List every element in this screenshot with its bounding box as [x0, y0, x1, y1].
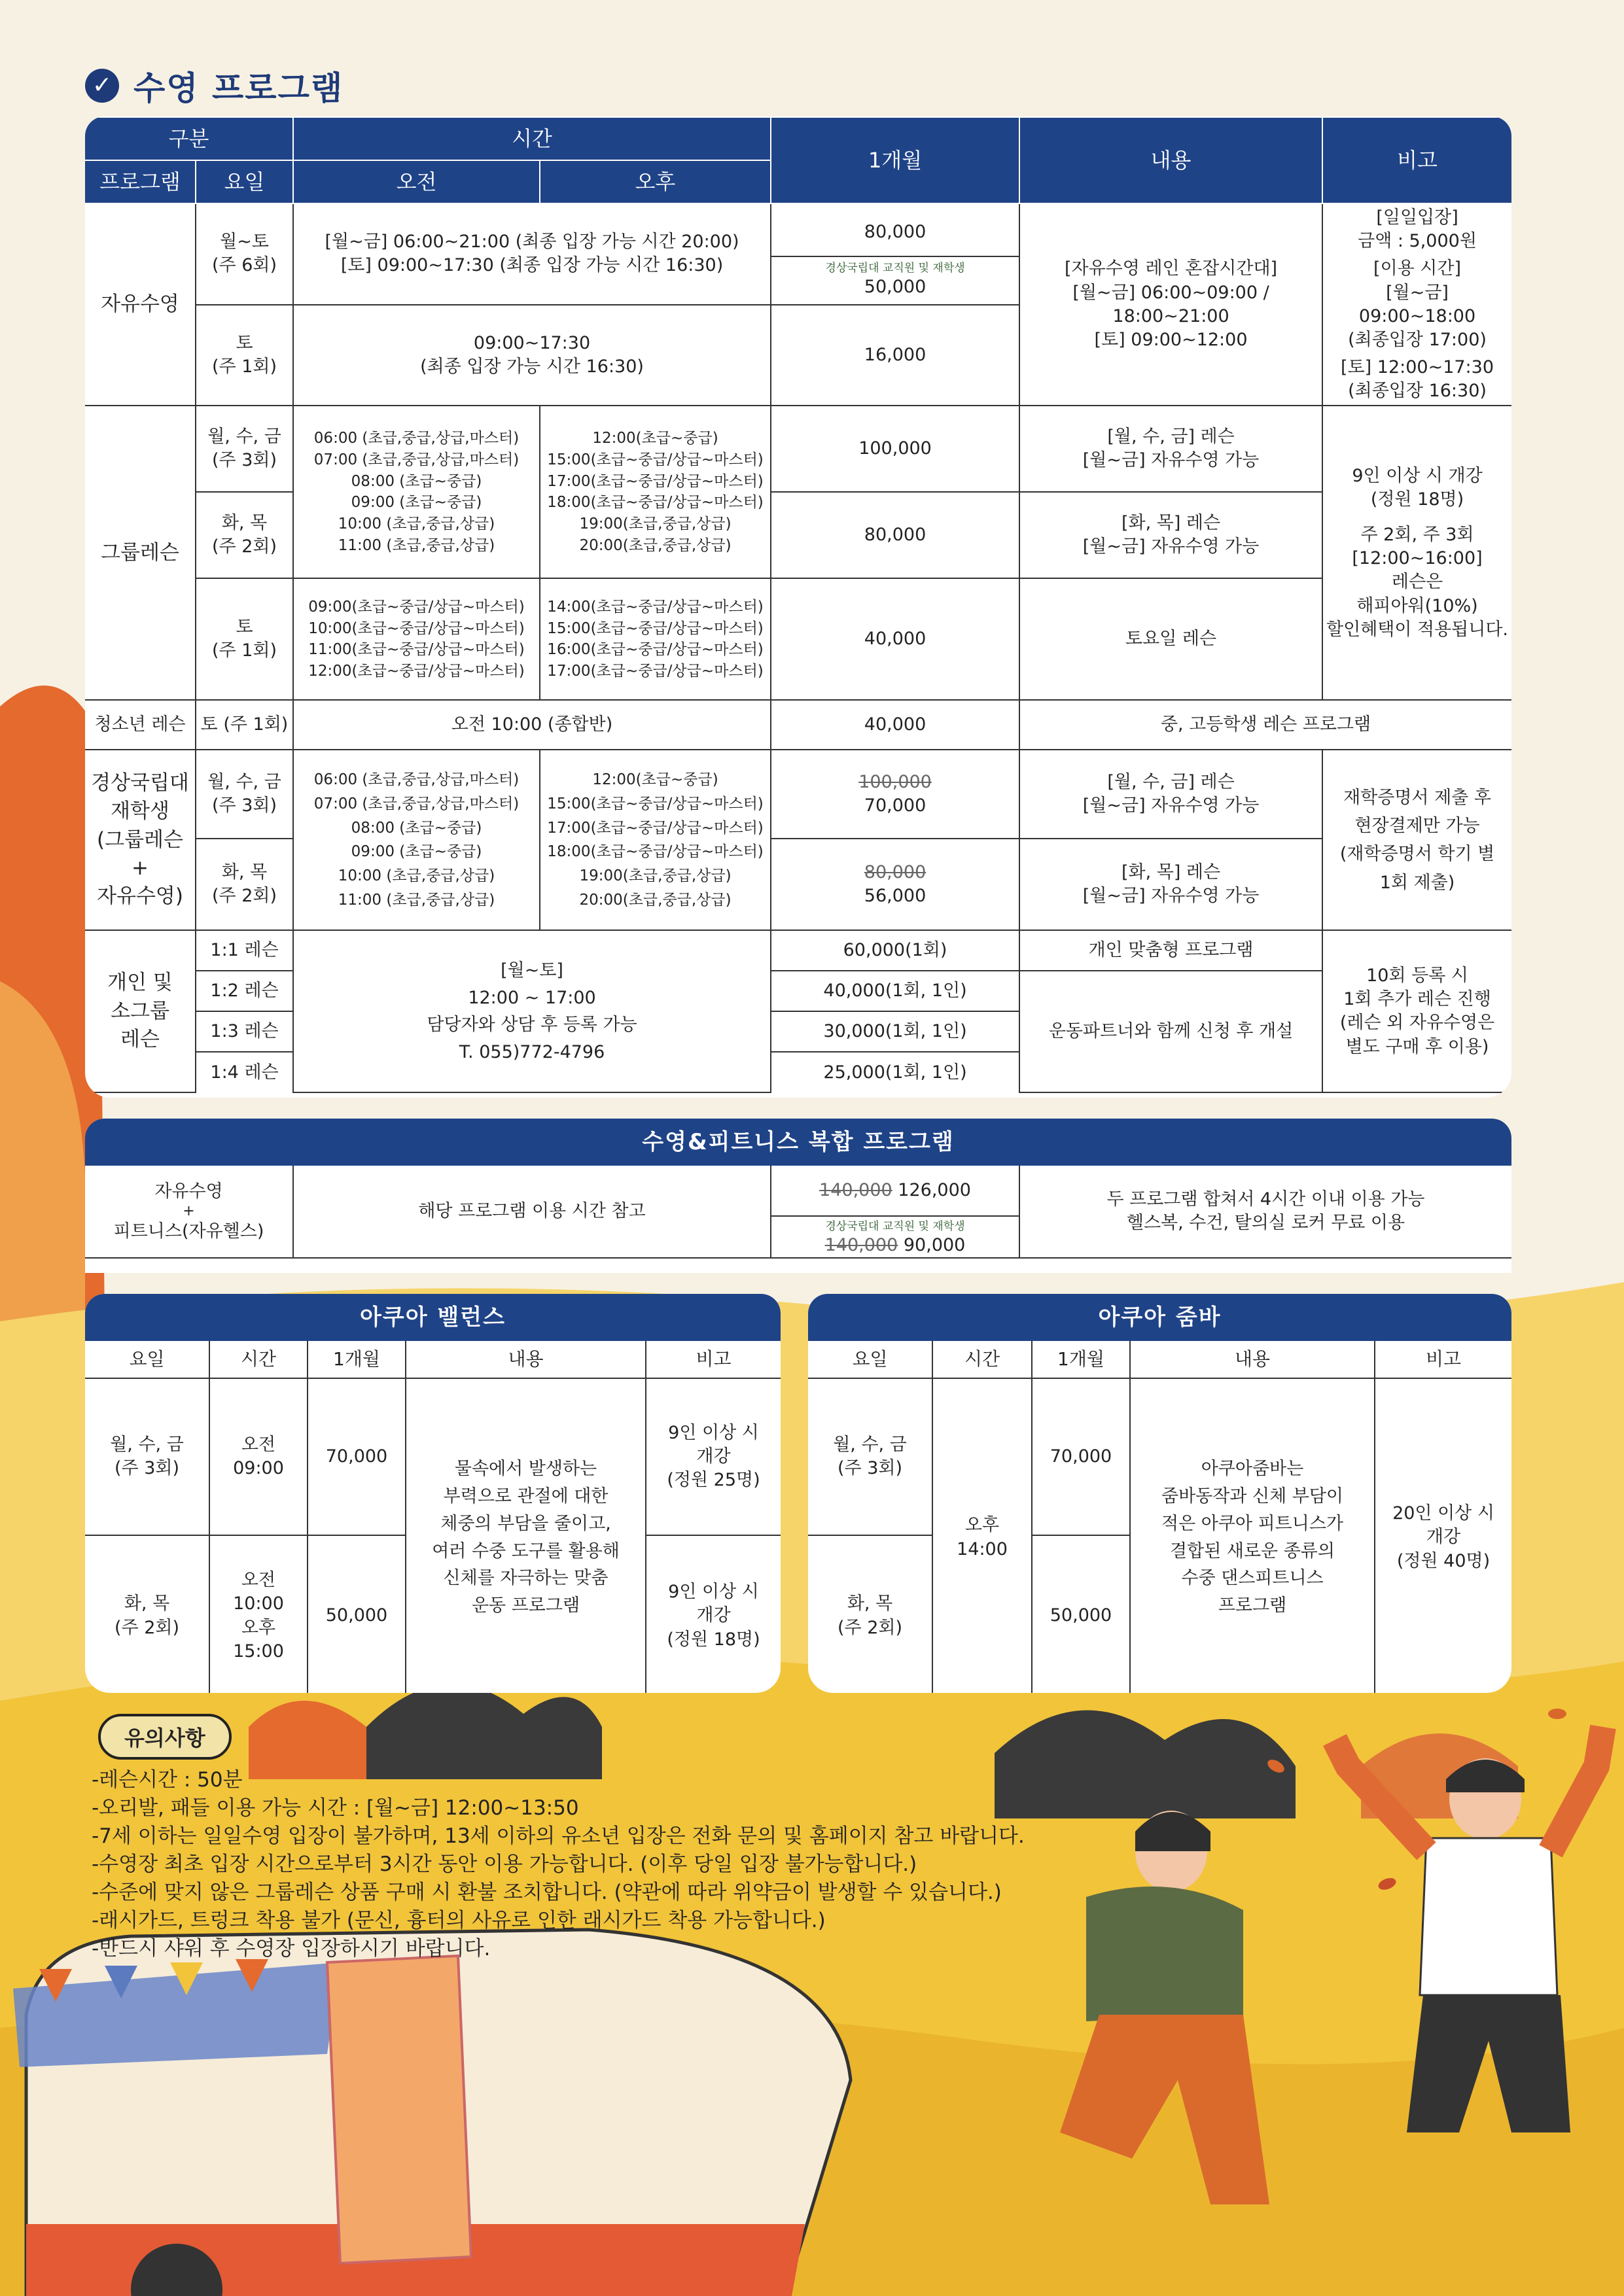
aqua-zumba-time-period: 오후	[964, 1515, 1000, 1536]
combo-price-line	[771, 1166, 1019, 1217]
free-swim-time-weekday: [월~금] 06:00~21:00 (최종 입장 가능 시간 20:00)	[325, 232, 739, 252]
combo-name-cell	[85, 1166, 293, 1258]
group-sat-pm-slot: 15:00(초급~중급/상급~마스터)	[547, 619, 764, 637]
student-mwf-count: (주 3회)	[212, 795, 277, 816]
group-tt-day-cell	[196, 492, 293, 578]
group-tt-price: 80,000	[771, 492, 1019, 578]
aqua-zumba-tt-price: 50,000	[1032, 1535, 1130, 1693]
aqua-balance-mwf-time: 09:00	[233, 1458, 284, 1478]
private-note-line: 10회 등록 시	[1366, 965, 1468, 986]
table-row	[85, 203, 1511, 305]
student-pm-slot: 20:00(초급,중급,상급)	[579, 891, 732, 909]
group-pm-slot: 18:00(초급~중급/상급~마스터)	[547, 494, 764, 512]
notes-list	[92, 1766, 1025, 1963]
aqua-balance-mwf-note-line: 9인 이상 시	[668, 1422, 759, 1443]
group-am-slot: 11:00 (초급,중급,상급)	[338, 536, 495, 554]
combo-discount-line	[771, 1217, 1019, 1257]
aqua-zumba-tt-day-cell	[808, 1535, 932, 1693]
student-note-cell	[1322, 750, 1511, 930]
aqua-zumba-content-line: 아쿠아줌바는	[1201, 1458, 1304, 1479]
group-note-line: 해피아워(10%)	[1356, 595, 1478, 616]
group-note-line: 주 2회, 주 3회	[1360, 525, 1474, 546]
private-note-line: 별도 구매 후 이용)	[1345, 1036, 1489, 1057]
student-tt-price-cell	[771, 839, 1019, 930]
student-mwf-day: 월, 수, 금	[207, 772, 281, 793]
aqua-balance-header-content: 내용	[406, 1341, 646, 1378]
aqua-balance-tt-count: (주 2회)	[115, 1617, 179, 1638]
aqua-balance-header-monthly: 1개월	[308, 1341, 406, 1378]
youth-lesson-name: 청소년 레슨	[85, 700, 196, 750]
free-swim-count: (주 6회)	[212, 255, 277, 276]
aqua-balance-mwf-day-cell	[85, 1378, 209, 1535]
aqua-balance-tt-time-am-value: 10:00	[233, 1593, 284, 1614]
student-tt-content-cell	[1019, 839, 1322, 930]
aqua-balance-tt-note-cell	[646, 1535, 781, 1693]
student-mwf-old-price: 100,000	[858, 772, 932, 793]
aqua-balance-mwf-note-line: 개강	[696, 1446, 731, 1467]
table-row	[85, 1166, 1511, 1258]
combo-discount-label: 경상국립대 교직원 및 재학생	[825, 1220, 965, 1233]
aqua-zumba-mwf-count: (주 3회)	[838, 1458, 902, 1478]
notes-item: -수영장 최초 입장 시간으로부터 3시간 동안 이용 가능합니다. (이후 당일 입장 불가능합니다.)	[92, 1852, 917, 1876]
private-time-hours: 12:00 ~ 17:00	[468, 987, 596, 1008]
group-mwf-content-lesson: [월, 수, 금] 레슨	[1107, 426, 1235, 447]
aqua-zumba-content-line: 적은 아쿠아 피트니스가	[1161, 1513, 1343, 1534]
aqua-balance-mwf-note-cell	[646, 1378, 781, 1535]
aqua-zumba-header-day: 요일	[808, 1341, 932, 1378]
group-note-line: 레슨은	[1391, 572, 1443, 593]
student-pm-slot: 12:00(초급~중급)	[592, 771, 718, 788]
header-day: 요일	[196, 160, 293, 203]
free-swim-time-saturday: [토] 09:00~17:30 (최종 입장 가능 시간 16:30)	[340, 255, 724, 276]
private-content-partner: 운동파트너와 함께 신청 후 개설	[1019, 971, 1322, 1092]
student-tt-day: 화, 목	[221, 862, 268, 883]
table-row	[85, 1378, 781, 1535]
student-am-cell	[293, 750, 540, 930]
group-mwf-price: 100,000	[771, 406, 1019, 492]
header-category: 구분	[85, 117, 293, 160]
aqua-zumba-header-content: 내용	[1130, 1341, 1375, 1378]
combo-program-title: 수영&피트니스 복합 프로그램	[85, 1119, 1511, 1166]
student-am-slot: 06:00 (초급,중급,상급,마스터)	[313, 771, 520, 788]
group-am-slot: 06:00 (초급,중급,상급,마스터)	[313, 430, 520, 447]
group-mwf-content-cell	[1019, 406, 1322, 492]
free-swim-day: 월~토	[220, 232, 269, 252]
notes-item: -반드시 샤워 후 수영장 입장하시기 바랍니다.	[92, 1937, 491, 1960]
aqua-balance-content-line: 여러 수중 도구를 활용해	[432, 1540, 620, 1561]
student-mwf-day-cell	[196, 750, 293, 839]
aqua-balance-mwf-price: 70,000	[308, 1378, 406, 1535]
aqua-zumba-note-line: 20인 이상 시	[1392, 1503, 1494, 1524]
student-program-name-cell	[85, 750, 196, 930]
group-pm-slot: 20:00(초급,중급,상급)	[579, 536, 732, 554]
group-sat-count: (주 1회)	[212, 640, 277, 661]
student-am-slot: 07:00 (초급,중급,상급,마스터)	[313, 795, 520, 812]
group-sat-day: 토	[236, 617, 253, 638]
group-sat-am-slot: 12:00(초급~중급/상급~마스터)	[308, 663, 525, 680]
student-am-slot: 10:00 (초급,중급,상급)	[338, 867, 495, 885]
combo-time: 해당 프로그램 이용 시간 참고	[293, 1166, 771, 1258]
combo-price-cell	[771, 1166, 1019, 1258]
aqua-balance-tt-note-line: 개강	[696, 1605, 731, 1626]
aqua-balance-content-line: 물속에서 발생하는	[454, 1458, 597, 1479]
student-am-slot: 09:00 (초급~중급)	[351, 843, 482, 861]
group-tt-content-free: [월~금] 자유수영 가능	[1082, 536, 1260, 557]
group-sat-am-slot: 09:00(초급~중급/상급~마스터)	[308, 599, 525, 616]
aqua-balance-tt-time-am: 오전	[241, 1570, 276, 1591]
group-weekday-pm-cell	[540, 406, 771, 578]
table-row	[85, 406, 1511, 492]
free-swim-time-cell	[293, 203, 771, 305]
free-swim-sat-time: 09:00~17:30	[473, 332, 591, 353]
aqua-zumba-time: 14:00	[957, 1539, 1008, 1559]
header-pm: 오후	[540, 160, 771, 203]
group-mwf-day-cell	[196, 406, 293, 492]
student-tt-day-cell	[196, 839, 293, 930]
check-circle-icon: ✓	[85, 69, 119, 103]
group-am-slot: 09:00 (초급~중급)	[351, 494, 482, 512]
group-tt-content-cell	[1019, 492, 1322, 578]
aqua-zumba-note-line: 개강	[1426, 1527, 1461, 1548]
group-pm-slot: 12:00(초급~중급)	[592, 430, 718, 447]
group-sat-content: 토요일 레슨	[1019, 578, 1322, 700]
student-pm-slot: 18:00(초급~중급/상급~마스터)	[547, 843, 764, 861]
student-name-line: +	[132, 856, 149, 880]
aqua-balance-mwf-time-period: 오전	[241, 1434, 276, 1455]
free-swim-note-line: (최종입장 16:30)	[1348, 381, 1487, 402]
table-row	[808, 1378, 1511, 1535]
group-mwf-count: (주 3회)	[212, 450, 277, 471]
group-sat-am-cell	[293, 578, 540, 700]
header-content: 내용	[1019, 117, 1322, 203]
combo-discount-old-price: 140,000	[824, 1235, 898, 1256]
table-row	[85, 750, 1511, 839]
student-pm-slot: 17:00(초급~중급/상급~마스터)	[547, 819, 764, 837]
free-swim-discount-label: 경상국립대 교직원 및 재학생	[825, 262, 965, 275]
section-title: 수영 프로그램	[133, 69, 344, 107]
notes-item: -7세 이하는 일일수영 입장이 불가하며, 13세 이하의 유소년 입장은 전화 문의 및 홈페이지 참고 바랍니다.	[92, 1824, 1025, 1848]
table-row	[85, 700, 1511, 750]
group-note-line: 9인 이상 시 개강	[1352, 465, 1483, 486]
free-swim-sat-last-entry: (최종 입장 가능 시간 16:30)	[420, 357, 644, 377]
student-mwf-content-free: [월~금] 자유수영 가능	[1082, 795, 1260, 816]
aqua-balance-mwf-day: 월, 수, 금	[110, 1434, 184, 1455]
free-swim-note-cell	[1322, 203, 1511, 406]
aqua-zumba-mwf-day: 월, 수, 금	[833, 1434, 907, 1455]
free-swim-price-cell	[771, 203, 1019, 305]
aqua-zumba-time-cell	[932, 1378, 1032, 1693]
student-mwf-price-cell	[771, 750, 1019, 839]
swim-program-table-card	[85, 116, 1511, 1098]
free-swim-note-line: (최종입장 17:00)	[1348, 329, 1487, 350]
group-note-line: 할인혜택이 적용됩니다.	[1326, 619, 1509, 640]
private-name-line: 소그룹	[111, 999, 169, 1023]
free-swim-sat-time-cell	[293, 305, 771, 406]
student-note-line: 재학증명서 제출 후	[1343, 788, 1491, 808]
youth-lesson-day: 토 (주 1회)	[196, 700, 293, 750]
free-swim-content-weekday: [월~금] 06:00~09:00 / 18:00~21:00	[1072, 282, 1269, 326]
header-am: 오전	[293, 160, 540, 203]
notes-item: -래시가드, 트렁크 착용 불가 (문신, 흉터의 사유로 인한 래시가드 착용 가능합니다.)	[92, 1909, 826, 1932]
aqua-balance-header-day: 요일	[85, 1341, 209, 1378]
aqua-balance-tt-time-pm: 오후	[241, 1617, 276, 1638]
private-name-line: 개인 및	[107, 971, 173, 995]
aqua-balance-mwf-note-line: (정원 25명)	[667, 1470, 760, 1491]
aqua-balance-mwf-time-cell	[209, 1378, 308, 1535]
aqua-balance-mwf-count: (주 3회)	[115, 1458, 179, 1478]
swim-program-table	[85, 116, 1511, 1093]
aqua-zumba-content-cell	[1130, 1378, 1375, 1693]
group-tt-day: 화, 목	[221, 513, 268, 534]
group-mwf-content-free: [월~금] 자유수영 가능	[1082, 450, 1260, 471]
free-swim-content-title: [자유수영 레인 혼잡시간대]	[1064, 258, 1278, 279]
aqua-balance-tt-time-cell	[209, 1535, 308, 1693]
free-swim-note-line: [월~금] 09:00~18:00	[1358, 282, 1476, 326]
aqua-zumba-note-cell	[1375, 1378, 1511, 1693]
private-time-register: 담당자와 상담 후 등록 가능	[427, 1015, 637, 1035]
table-row	[85, 1341, 781, 1378]
group-pm-slot: 19:00(초급,중급,상급)	[579, 515, 732, 533]
student-name-line: 재학생	[111, 799, 169, 824]
combo-content-free: 헬스복, 수건, 탈의실 로커 무료 이용	[1126, 1213, 1405, 1234]
aqua-balance-tt-day-cell	[85, 1535, 209, 1693]
youth-lesson-price: 40,000	[771, 700, 1019, 750]
private-name-line: 레슨	[120, 1028, 160, 1052]
group-sat-pm-slot: 14:00(초급~중급/상급~마스터)	[547, 599, 764, 616]
group-am-slot: 10:00 (초급,중급,상급)	[338, 515, 495, 533]
aqua-balance-title: 아쿠아 밸런스	[85, 1294, 781, 1341]
student-tt-count: (주 2회)	[212, 886, 277, 907]
student-tt-price: 56,000	[864, 886, 927, 907]
free-swim-price: 80,000	[771, 209, 1019, 257]
combo-price: 126,000	[898, 1180, 971, 1200]
student-pm-slot: 19:00(초급,중급,상급)	[579, 867, 732, 885]
group-sat-day-cell	[196, 578, 293, 700]
header-time: 시간	[293, 117, 771, 160]
free-swim-content-cell	[1019, 203, 1322, 406]
group-pm-slot: 15:00(초급~중급/상급~마스터)	[547, 451, 764, 469]
group-pm-slot: 17:00(초급~중급/상급~마스터)	[547, 472, 764, 490]
student-mwf-price: 70,000	[864, 795, 927, 816]
student-tt-old-price: 80,000	[864, 862, 927, 883]
private-note-cell	[1322, 930, 1511, 1092]
student-pm-cell	[540, 750, 771, 930]
aqua-zumba-tt-count: (주 2회)	[838, 1617, 902, 1638]
combo-name-fitness: 피트니스(자유헬스)	[113, 1221, 264, 1242]
student-note-line: (재학증명서 학기 별	[1339, 844, 1495, 865]
private-price-1-1: 60,000(1회)	[771, 930, 1019, 971]
aqua-balance-tt-price: 50,000	[308, 1535, 406, 1693]
aqua-balance-tt-day: 화, 목	[124, 1593, 170, 1614]
private-content-custom: 개인 맞춤형 프로그램	[1019, 930, 1322, 971]
header-program: 프로그램	[85, 160, 196, 203]
aqua-zumba-title: 아쿠아 줌바	[808, 1294, 1511, 1341]
group-tt-count: (주 2회)	[212, 536, 277, 557]
combo-program-card	[85, 1119, 1511, 1273]
aqua-balance-content-cell	[406, 1378, 646, 1693]
aqua-balance-content-line: 체중의 부담을 줄이고,	[440, 1513, 611, 1534]
group-sat-pm-slot: 16:00(초급~중급/상급~마스터)	[547, 641, 764, 659]
private-time-phone: T. 055)772-4796	[459, 1042, 605, 1063]
student-mwf-content-lesson: [월, 수, 금] 레슨	[1107, 772, 1235, 793]
aqua-zumba-card	[808, 1294, 1511, 1693]
group-note-line: (정원 18명)	[1370, 489, 1464, 510]
table-row	[85, 930, 1511, 971]
group-sat-pm-slot: 17:00(초급~중급/상급~마스터)	[547, 663, 764, 680]
free-swim-sat-count: (주 1회)	[212, 357, 277, 377]
private-type-1-3: 1:3 레슨	[196, 1011, 293, 1052]
aqua-zumba-header-time: 시간	[932, 1341, 1032, 1378]
combo-program-table	[85, 1166, 1511, 1259]
table-row	[808, 1341, 1511, 1378]
private-type-1-1: 1:1 레슨	[196, 930, 293, 971]
aqua-balance-table	[85, 1341, 781, 1693]
private-price-1-4: 25,000(1회, 1인)	[771, 1052, 1019, 1092]
youth-lesson-time: 오전 10:00 (종합반)	[293, 700, 771, 750]
group-am-slot: 07:00 (초급,중급,상급,마스터)	[313, 451, 520, 469]
aqua-zumba-content-line: 줌바동작과 신체 부담이	[1161, 1486, 1343, 1506]
private-lesson-name-cell	[85, 930, 196, 1092]
notes-item: -레슨시간 : 50분	[92, 1768, 243, 1792]
student-note-line: 1회 제출)	[1379, 872, 1455, 893]
combo-name-swim: 자유수영	[154, 1181, 223, 1202]
private-type-1-4: 1:4 레슨	[196, 1052, 293, 1092]
free-swim-name: 자유수영	[85, 203, 196, 406]
free-swim-day-cell	[196, 203, 293, 305]
private-price-1-2: 40,000(1회, 1인)	[771, 971, 1019, 1011]
student-am-slot: 08:00 (초급~중급)	[351, 819, 482, 837]
youth-lesson-content: 중, 고등학생 레슨 프로그램	[1019, 700, 1511, 750]
free-swim-sat-day-cell	[196, 305, 293, 406]
free-swim-sat-day: 토	[236, 332, 253, 353]
free-swim-note-line: 금액 : 5,000원	[1358, 231, 1477, 252]
group-sat-am-slot: 10:00(초급~중급/상급~마스터)	[308, 619, 525, 637]
aqua-balance-content-line: 신체를 자극하는 맞춤	[443, 1568, 609, 1589]
aqua-balance-header-note: 비고	[646, 1341, 781, 1378]
student-name-line: 경상국립대	[91, 771, 189, 795]
free-swim-discount-price: 50,000	[864, 277, 927, 298]
private-note-line: (레슨 외 자유수영은	[1339, 1013, 1495, 1034]
table-row	[85, 578, 1511, 700]
aqua-balance-header-time: 시간	[209, 1341, 308, 1378]
private-type-1-2: 1:2 레슨	[196, 971, 293, 1011]
private-time-days: [월~토]	[501, 960, 563, 981]
group-note-line: [12:00~16:00]	[1352, 548, 1483, 569]
aqua-balance-tt-note-line: (정원 18명)	[667, 1629, 760, 1650]
aqua-zumba-mwf-day-cell	[808, 1378, 932, 1535]
private-price-1-3: 30,000(1회, 1인)	[771, 1011, 1019, 1052]
student-am-slot: 11:00 (초급,중급,상급)	[338, 891, 495, 909]
header-monthly: 1개월	[771, 117, 1019, 203]
aqua-zumba-tt-day: 화, 목	[847, 1593, 893, 1614]
header-note: 비고	[1322, 117, 1511, 203]
notes-item: -수준에 맞지 않은 그룹레슨 상품 구매 시 환불 조치합니다. (약관에 따라 위약금이 발생할 수 있습니다.)	[92, 1881, 1002, 1904]
aqua-zumba-mwf-price: 70,000	[1032, 1378, 1130, 1535]
student-mwf-content-cell	[1019, 750, 1322, 839]
private-time-cell	[293, 930, 771, 1092]
group-am-slot: 08:00 (초급~중급)	[351, 472, 482, 490]
combo-content-cell	[1019, 1166, 1511, 1258]
aqua-zumba-note-line: (정원 40명)	[1396, 1550, 1491, 1571]
combo-discount-price: 90,000	[903, 1235, 966, 1256]
free-swim-note-line: [이용 시간]	[1373, 258, 1462, 279]
combo-old-price: 140,000	[819, 1180, 892, 1200]
combo-content-time: 두 프로그램 합쳐서 4시간 이내 이용 가능	[1106, 1189, 1425, 1209]
group-weekday-am-cell	[293, 406, 540, 578]
free-swim-content-saturday: [토] 09:00~12:00	[1094, 329, 1248, 350]
free-swim-sat-price: 16,000	[771, 305, 1019, 406]
aqua-zumba-header-note: 비고	[1375, 1341, 1511, 1378]
student-name-line: 자유수영)	[97, 884, 183, 909]
aqua-balance-card	[85, 1294, 781, 1693]
aqua-balance-content-line: 운동 프로그램	[471, 1595, 580, 1616]
aqua-zumba-content-line: 프로그램	[1218, 1595, 1287, 1616]
aqua-balance-tt-note-line: 9인 이상 시	[668, 1582, 759, 1603]
aqua-zumba-table	[808, 1341, 1511, 1693]
group-sat-am-slot: 11:00(초급~중급/상급~마스터)	[308, 641, 525, 659]
student-pm-slot: 15:00(초급~중급/상급~마스터)	[547, 795, 764, 812]
student-note-line: 현장결제만 가능	[1354, 816, 1480, 837]
aqua-zumba-header-monthly: 1개월	[1032, 1341, 1130, 1378]
student-tt-content-free: [월~금] 자유수영 가능	[1082, 886, 1260, 907]
notes-item: -오리발, 패들 이용 가능 시간 : [월~금] 12:00~13:50	[92, 1796, 579, 1820]
private-note-line: 1회 추가 레슨 진행	[1343, 989, 1491, 1010]
group-note-cell	[1322, 406, 1511, 700]
notes-title: 유의사항	[98, 1714, 232, 1760]
student-tt-content-lesson: [화, 목] 레슨	[1121, 862, 1221, 883]
student-name-line: (그룹레슨	[97, 827, 183, 852]
aqua-balance-content-line: 부력으로 관절에 대한	[443, 1486, 609, 1506]
free-swim-note-line: [일일입장]	[1376, 207, 1458, 228]
combo-plus: +	[183, 1203, 195, 1220]
section-header	[85, 62, 344, 109]
free-swim-note-line: [토] 12:00~17:30	[1341, 357, 1494, 378]
group-mwf-day: 월, 수, 금	[207, 426, 281, 447]
group-sat-price: 40,000	[771, 578, 1019, 700]
aqua-zumba-content-line: 결합된 새로운 종류의	[1170, 1540, 1335, 1561]
group-tt-content-lesson: [화, 목] 레슨	[1121, 513, 1221, 534]
group-lesson-name: 그룹레슨	[85, 406, 196, 700]
aqua-zumba-content-line: 수중 댄스피트니스	[1181, 1568, 1324, 1589]
group-sat-pm-cell	[540, 578, 771, 700]
aqua-balance-tt-time-pm-value: 15:00	[233, 1641, 284, 1661]
